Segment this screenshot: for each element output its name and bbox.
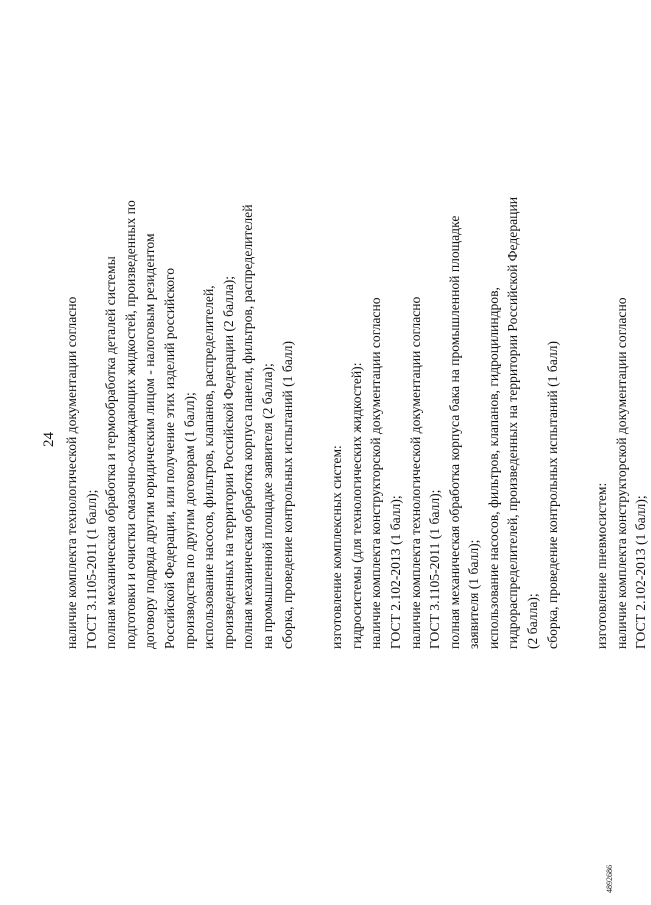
text-line: ГОСТ 2.102-2013 (1 балл); bbox=[633, 495, 649, 649]
text-line: сборка, проведение контрольных испытаний (1 балл) bbox=[279, 341, 295, 649]
section-2 bbox=[327, 49, 562, 649]
text-line: производства по другим договорам (1 балл); bbox=[181, 392, 197, 649]
text-line: ГОСТ 2.102-2013 (1 балл); bbox=[387, 495, 403, 649]
text-line: полная механическая обработка корпуса панели, фильтров, распределителей bbox=[240, 204, 256, 649]
text-line: произведенных на территории Российской Федерации (2 балла); bbox=[220, 275, 236, 649]
text-line: полная механическая обработка корпуса бака на промышленной площадке bbox=[446, 215, 462, 649]
paragraph-gap bbox=[562, 49, 592, 649]
text-line: заявителя (1 балл); bbox=[466, 539, 482, 649]
text-line: использование насосов, фильтров, клапанов, гидроцилиндров, bbox=[485, 287, 501, 649]
text-line: ГОСТ 3.1105-2011 (1 балл); bbox=[427, 489, 443, 649]
text-line: наличие комплекта технологической документации согласно bbox=[64, 296, 79, 649]
text-line: полная механическая обработка и термообработка деталей системы bbox=[103, 256, 119, 649]
text-line: договору подряда другим юридическим лицом - налоговым резидентом bbox=[142, 233, 158, 649]
text-line: сборка, проведение контрольных испытаний (1 балл) bbox=[544, 341, 560, 649]
text-line: изготовление пневмосистем: bbox=[594, 482, 610, 649]
text-line: Российской Федерации, или получение этих изделий российского bbox=[161, 267, 177, 649]
text-line: на промышленной площадке заявителя (2 балла); bbox=[259, 363, 275, 649]
text-line: подготовки и очистки смазочно-охлаждающих жидкостей, произведенных по bbox=[122, 200, 138, 649]
text-line: ГОСТ 3.1105-2011 (1 балл); bbox=[83, 489, 99, 649]
text-line: гидросистемы (для технологических жидкостей): bbox=[348, 362, 364, 649]
text-line: (2 балла); bbox=[525, 593, 541, 649]
text-line: наличие комплекта конструкторской документации согласно bbox=[368, 297, 384, 649]
text-line: гидрораспределителей, произведенных на территории Российской Федерации bbox=[505, 197, 521, 649]
text-line: использование насосов, фильтров, клапанов, распределителей, bbox=[201, 285, 217, 649]
text-line: изготовление комплексных систем: bbox=[329, 445, 345, 649]
paragraph-gap bbox=[297, 49, 327, 649]
page-number: 24 bbox=[41, 432, 57, 447]
text-line: наличие комплекта технологической документации согласно bbox=[407, 296, 423, 649]
section-1 bbox=[62, 49, 297, 649]
document-code: 4892686 bbox=[605, 865, 614, 893]
section-3 bbox=[592, 49, 651, 649]
text-line: наличие комплекта конструкторской документации согласно bbox=[613, 297, 629, 649]
document-body bbox=[62, 49, 651, 649]
